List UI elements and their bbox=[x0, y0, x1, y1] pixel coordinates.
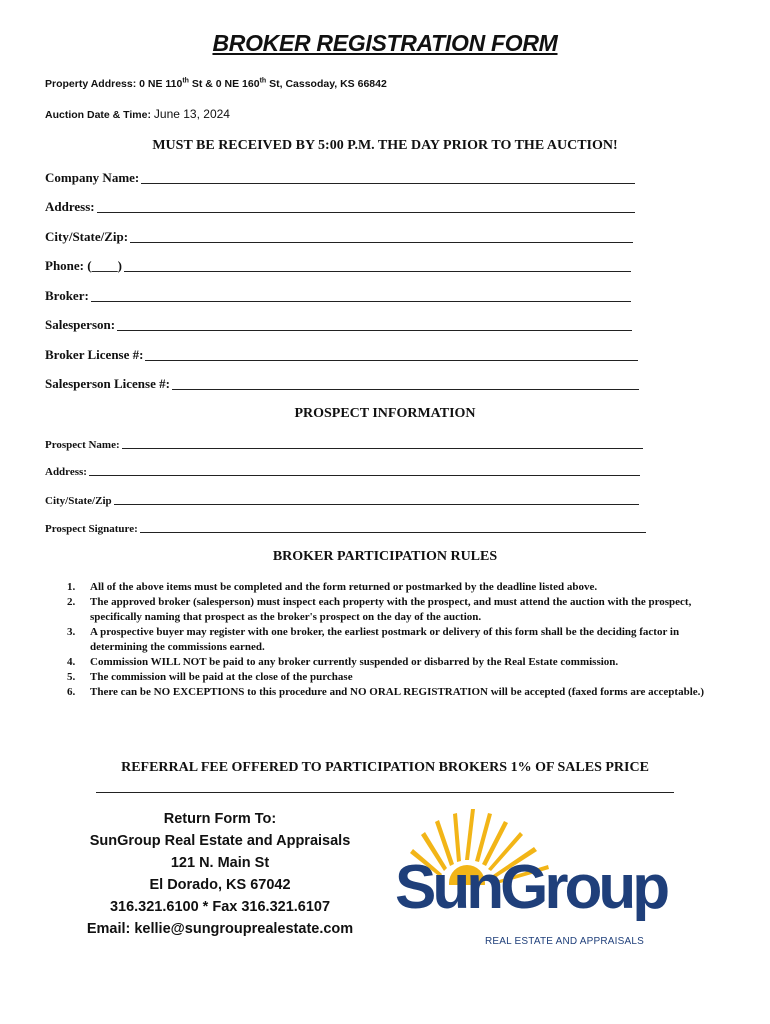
ordinal-suffix: th bbox=[259, 77, 267, 85]
rule-number: 5. bbox=[67, 671, 76, 683]
return-company: SunGroup Real Estate and Appraisals bbox=[89, 833, 351, 849]
field-label: City/State/Zip bbox=[45, 495, 112, 507]
company-name-field[interactable] bbox=[45, 170, 635, 186]
prospect-name-field[interactable] bbox=[45, 437, 643, 451]
rule-text: The commission will be paid at the close of the purchase bbox=[90, 671, 353, 683]
return-address-block bbox=[60, 808, 380, 940]
return-email: Email: kellie@sungrouprealestate.com bbox=[86, 921, 354, 937]
property-address-part: Property Address: 0 NE 110 bbox=[45, 78, 183, 90]
list-item bbox=[67, 685, 717, 700]
field-label: Broker: bbox=[45, 288, 89, 303]
rule-text: The approved broker (salesperson) must inspect each property with the prospect, and must attend the auction with the prospect, specifically naming that prospect as the broker's prospect on the day of the auction. bbox=[90, 596, 692, 623]
sungroup-logo bbox=[395, 805, 685, 955]
input-line[interactable] bbox=[130, 231, 633, 243]
field-label: Salesperson License #: bbox=[45, 376, 170, 391]
list-item bbox=[67, 595, 717, 625]
input-line[interactable] bbox=[124, 260, 631, 272]
list-item bbox=[67, 625, 717, 655]
salesperson-license-field[interactable] bbox=[45, 376, 639, 392]
field-label: Company Name: bbox=[45, 170, 140, 185]
property-address-part: St, Cassoday, KS 66842 bbox=[266, 78, 387, 90]
field-label: Prospect Signature: bbox=[45, 523, 138, 535]
input-line[interactable] bbox=[145, 349, 638, 361]
input-line[interactable] bbox=[114, 493, 639, 505]
field-label: Address: bbox=[45, 199, 95, 214]
input-line[interactable] bbox=[97, 201, 635, 213]
list-item bbox=[67, 655, 717, 670]
auction-date-time bbox=[45, 107, 230, 121]
phone-field[interactable] bbox=[45, 258, 631, 274]
field-label: Phone: (____) bbox=[45, 258, 122, 273]
rule-number: 2. bbox=[67, 596, 76, 608]
prospect-address-field[interactable] bbox=[45, 464, 640, 478]
return-heading: Return Form To: bbox=[163, 811, 277, 827]
field-label: Prospect Name: bbox=[45, 439, 120, 451]
rule-text: All of the above items must be completed and the form returned or postmarked by the deadline listed above. bbox=[90, 581, 598, 593]
city-state-zip-field[interactable] bbox=[45, 229, 633, 245]
return-city: El Dorado, KS 67042 bbox=[149, 877, 291, 893]
return-phone: 316.321.6100 * Fax 316.321.6107 bbox=[109, 899, 331, 915]
rule-number: 3. bbox=[67, 626, 76, 638]
rules-heading: BROKER PARTICIPATION RULES bbox=[272, 549, 498, 564]
auction-date-value: June 13, 2024 bbox=[153, 107, 230, 121]
auction-date-label: Auction Date & Time: bbox=[45, 109, 151, 121]
list-item bbox=[67, 580, 717, 595]
divider bbox=[96, 792, 674, 793]
list-item bbox=[67, 670, 717, 685]
rules-list bbox=[67, 580, 717, 700]
property-address-part: St & 0 NE 160 bbox=[188, 78, 260, 90]
field-label: Broker License #: bbox=[45, 347, 144, 362]
ordinal-suffix: th bbox=[182, 77, 189, 85]
prospect-heading: PROSPECT INFORMATION bbox=[294, 406, 476, 421]
salesperson-field[interactable] bbox=[45, 317, 632, 333]
rule-number: 6. bbox=[67, 686, 76, 698]
rule-number: 4. bbox=[67, 656, 76, 668]
prospect-signature-field[interactable] bbox=[45, 521, 646, 535]
input-line[interactable] bbox=[141, 172, 635, 184]
field-label: Address: bbox=[45, 466, 87, 478]
deadline-notice: MUST BE RECEIVED BY 5:00 P.M. THE DAY PRIOR TO THE AUCTION! bbox=[152, 138, 618, 153]
rule-number: 1. bbox=[67, 581, 76, 593]
referral-fee-notice: REFERRAL FEE OFFERED TO PARTICIPATION BROKERS 1% OF SALES PRICE bbox=[121, 760, 649, 775]
input-line[interactable] bbox=[89, 464, 640, 476]
field-label: City/State/Zip: bbox=[45, 229, 129, 244]
rule-text: There can be NO EXCEPTIONS to this procedure and NO ORAL REGISTRATION will be accepted (faxed forms are acceptable.) bbox=[90, 686, 705, 698]
broker-field[interactable] bbox=[45, 288, 631, 304]
input-line[interactable] bbox=[122, 437, 643, 449]
rule-text: A prospective buyer may register with one broker, the earliest postmark or delivery of this form shall be the deciding factor in determining the commissions earned. bbox=[90, 626, 680, 653]
address-field[interactable] bbox=[45, 199, 635, 215]
prospect-city-state-zip-field[interactable] bbox=[45, 493, 639, 507]
return-street: 121 N. Main St bbox=[170, 855, 270, 871]
broker-license-field[interactable] bbox=[45, 347, 638, 363]
input-line[interactable] bbox=[117, 319, 632, 331]
input-line[interactable] bbox=[91, 290, 631, 302]
logo-wordmark: SunGroup bbox=[395, 853, 667, 922]
rule-text: Commission WILL NOT be paid to any broker currently suspended or disbarred by the Real Estate commission. bbox=[90, 656, 619, 668]
input-line[interactable] bbox=[172, 378, 639, 390]
field-label: Salesperson: bbox=[45, 317, 116, 332]
logo-tagline: REAL ESTATE AND APPRAISALS bbox=[485, 936, 644, 947]
form-title: BROKER REGISTRATION FORM bbox=[212, 30, 558, 56]
input-line[interactable] bbox=[140, 521, 646, 533]
property-address bbox=[45, 78, 387, 90]
